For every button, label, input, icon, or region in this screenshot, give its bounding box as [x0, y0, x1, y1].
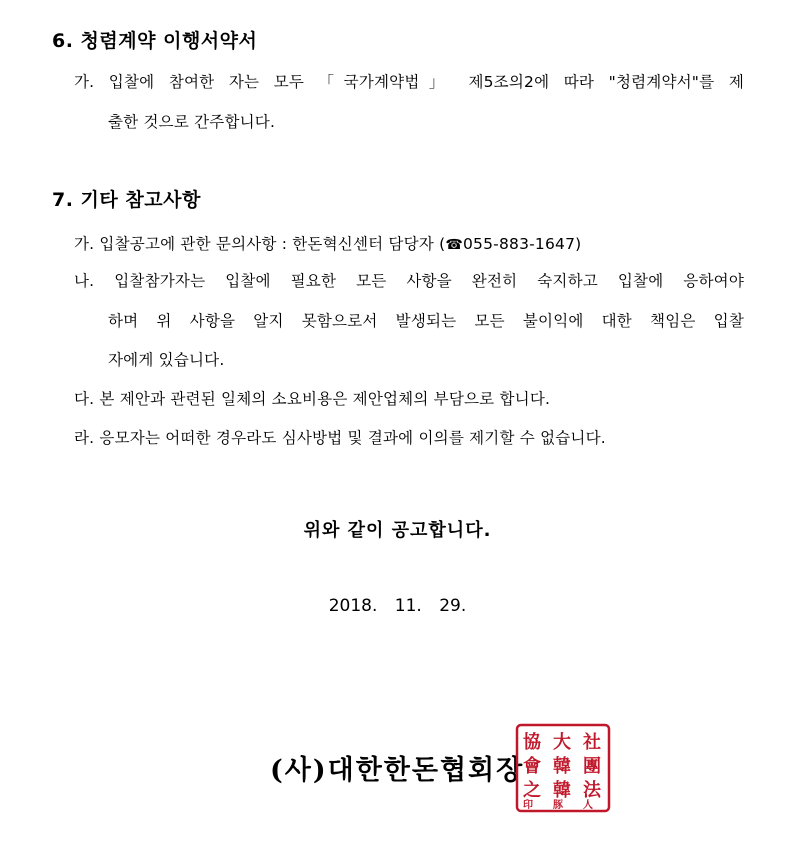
section-7-item-a: [74, 232, 581, 254]
section-7-item-b-line2: 하며 위 사항을 알지 못함으로서 발생되는 모든 불이익에 대한 책임은 입찰: [108, 312, 744, 330]
section-7-item-a-text: 가. 입찰공고에 관한 문의사항 : 한돈혁신센터 담당자 (: [74, 235, 446, 253]
signer-name: (사)대한한돈협회장: [270, 755, 525, 786]
section-6-title: 6. 청렴계약 이행서약서: [52, 30, 258, 52]
section-7-item-d: 라. 응모자는 어떠한 경우라도 심사방법 및 결과에 이의를 제기할 수 없습니다.: [74, 429, 606, 447]
svg-text:韓: 韓: [553, 756, 571, 777]
section-7-item-b-line3: 자에게 있습니다.: [108, 351, 225, 369]
closing-statement: 위와 같이 공고합니다.: [303, 520, 492, 541]
svg-text:大: 大: [553, 732, 571, 753]
svg-text:韓: 韓: [553, 780, 571, 801]
telephone-icon: ☎: [445, 237, 463, 253]
announcement-date: 2018. 11. 29.: [328, 596, 467, 616]
section-7-item-c: 다. 본 제안과 관련된 일체의 소요비용은 제안업체의 부담으로 합니다.: [74, 390, 551, 408]
svg-text:人: 人: [583, 800, 593, 811]
official-seal-stamp: [513, 722, 613, 814]
section-6-item-a-line1: 가. 입찰에 참여한 자는 모두 「국가계약법」 제5조의2에 따라 "청렴계약서"를 제: [74, 73, 744, 91]
section-7-title: 7. 기타 참고사항: [52, 189, 201, 211]
svg-text:法: 法: [583, 780, 601, 801]
svg-text:印: 印: [523, 800, 533, 811]
svg-text:社: 社: [583, 732, 601, 753]
svg-text:豚: 豚: [553, 800, 563, 811]
section-7-item-b-line1: 나. 입찰참가자는 입찰에 필요한 모든 사항을 완전히 숙지하고 입찰에 응하여야: [74, 272, 744, 290]
svg-text:協: 協: [523, 732, 541, 753]
svg-text:之: 之: [523, 780, 541, 801]
svg-text:會: 會: [523, 756, 541, 777]
section-6-item-a-line2: 출한 것으로 간주합니다.: [108, 113, 276, 131]
svg-text:團: 團: [583, 756, 601, 777]
section-7-item-a-phone: 055-883-1647): [462, 235, 582, 253]
